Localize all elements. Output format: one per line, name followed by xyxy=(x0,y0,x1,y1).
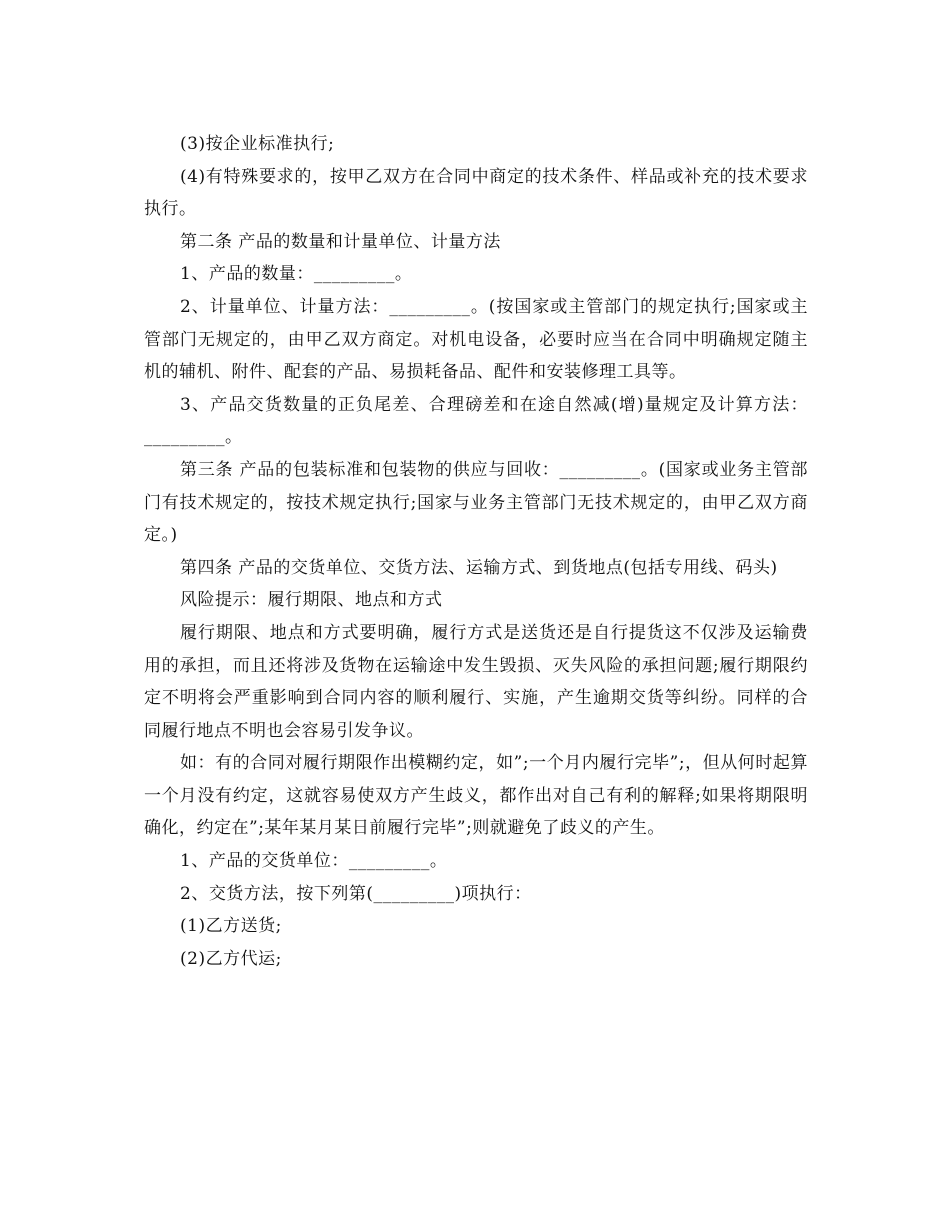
clause-item-4: (4)有特殊要求的，按甲乙双方在合同中商定的技术条件、样品或补充的技术要求执行。 xyxy=(144,166,808,220)
example-paragraph: 如：有的合同对履行期限作出模糊约定，如”;一个月内履行完毕”;，但从何时起算一个月没有约定，这就容易使双方产生歧义，都作出对自己有利的解释;如果将期限明确化，约定在”;某年某月某日前履行完毕”;则就避免了歧义的产生。 xyxy=(144,753,808,839)
delivery-option-2: (2)乙方代运; xyxy=(180,948,282,969)
article-3-paragraph: 第三条 产品的包装标准和包装物的供应与回收：_________。(国家或业务主管部门有技术规定的，按技术规定执行;国家与业务主管部门无技术规定的，由甲乙双方商定。) xyxy=(144,459,808,546)
delivery-unit-line: 1、产品的交货单位：_________。 xyxy=(180,851,448,872)
article-4-heading: 第四条 产品的交货单位、交货方法、运输方式、到货地点(包括专用线、码头) xyxy=(180,557,778,578)
article-2-heading: 第二条 产品的数量和计量单位、计量方法 xyxy=(180,231,501,252)
measurement-unit-paragraph: 2、计量单位、计量方法：_________。(按国家或主管部门的规定执行;国家或主管部门无规定的，由甲乙双方商定。对机电设备，必要时应当在合同中明确规定随主机的辅机、附件、配套的产品、易损耗备品、配件和安装修理工具等。 xyxy=(144,296,808,383)
clause-item-3: (3)按企业标准执行; xyxy=(180,134,335,154)
risk-note-heading: 风险提示：履行期限、地点和方式 xyxy=(180,590,443,611)
risk-note-paragraph: 履行期限、地点和方式要明确，履行方式是送货还是自行提货这不仅涉及运输费用的承担，而且还将涉及货物在运输途中发生毁损、灭失风险的承担问题;履行期限约定不明将会严重影响到合同内容的顺利履行、实施，产生逾期交货等纠纷。同样的合同履行地点不明也会容易引发争议。 xyxy=(144,622,808,741)
delivery-option-1: (1)乙方送货; xyxy=(180,916,282,937)
quantity-tolerance-paragraph: 3、产品交货数量的正负尾差、合理磅差和在途自然减(增)量规定及计算方法：_________。 xyxy=(144,394,808,448)
delivery-method-line: 2、交货方法，按下列第(_________)项执行： xyxy=(180,883,532,904)
document-body xyxy=(144,128,808,975)
product-quantity-line: 1、产品的数量：_________。 xyxy=(180,264,413,285)
